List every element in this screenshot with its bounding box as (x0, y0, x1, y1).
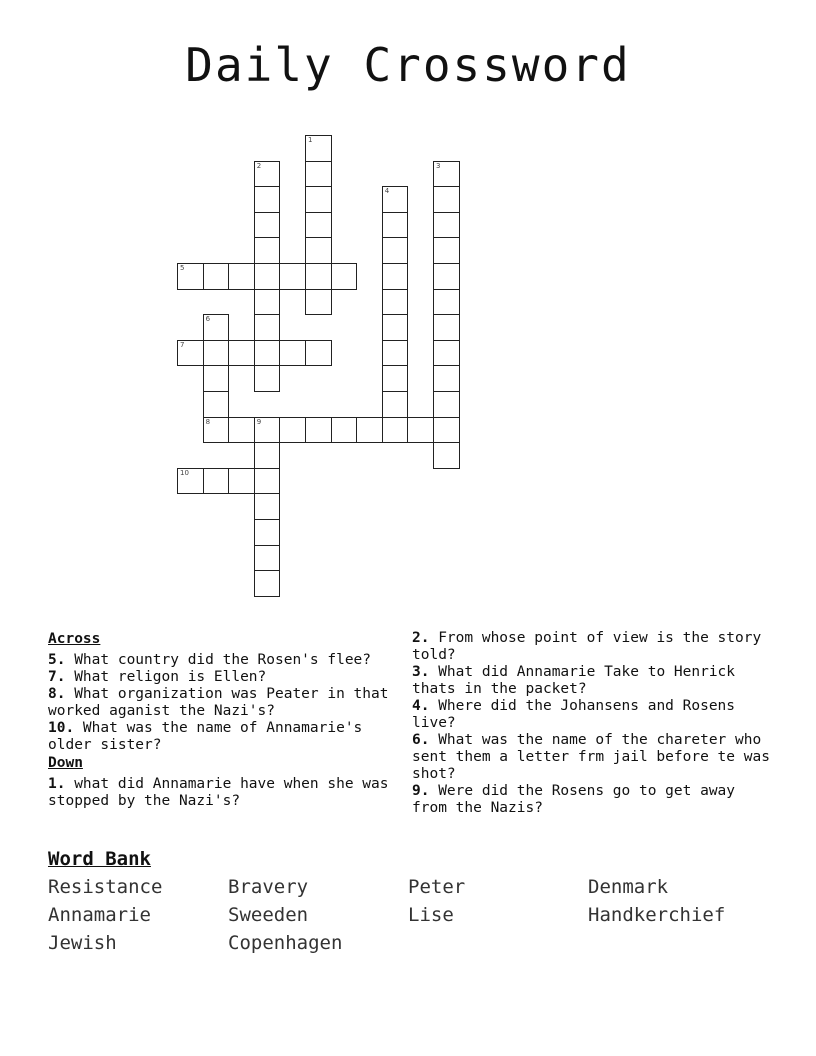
crossword-cell[interactable] (433, 237, 460, 264)
cell-number: 9 (256, 417, 262, 426)
clue-item (412, 732, 772, 783)
crossword-cell[interactable] (433, 442, 460, 469)
across-clue-list (48, 652, 398, 754)
crossword-cell[interactable] (254, 340, 281, 367)
crossword-cell[interactable] (407, 417, 434, 444)
crossword-cell[interactable] (382, 340, 409, 367)
crossword-cell[interactable] (433, 340, 460, 367)
word-bank-item: Lise (408, 904, 454, 926)
cell-number: 8 (205, 417, 211, 426)
crossword-cell[interactable] (279, 340, 306, 367)
crossword-cell[interactable] (254, 519, 281, 546)
crossword-cell[interactable] (305, 135, 332, 162)
cell-number: 10 (180, 468, 189, 477)
word-bank-item: Denmark (588, 876, 669, 898)
crossword-cell[interactable] (254, 365, 281, 392)
word-bank-item: Bravery (228, 876, 309, 898)
crossword-cell[interactable] (433, 417, 460, 444)
crossword-cell[interactable] (203, 314, 230, 341)
word-bank-item: Copenhagen (228, 932, 343, 954)
crossword-cell[interactable] (331, 263, 358, 290)
clue-text: What organization was Peater in that worked aganist the Nazi's? (48, 686, 389, 719)
crossword-cell[interactable] (254, 493, 281, 520)
crossword-cell[interactable] (254, 186, 281, 213)
crossword-cell[interactable] (331, 417, 358, 444)
crossword-cell[interactable] (382, 186, 409, 213)
crossword-cell[interactable] (177, 340, 204, 367)
clue-number: 1. (48, 776, 75, 792)
word-bank-item: Sweeden (228, 904, 309, 926)
clue-text: What was the name of Annamarie's older sister? (48, 720, 363, 753)
clue-item (412, 783, 772, 817)
down-clue-list-continued (412, 630, 772, 817)
cell-number: 4 (384, 187, 390, 196)
crossword-cell[interactable] (433, 263, 460, 290)
crossword-cell[interactable] (254, 442, 281, 469)
crossword-cell[interactable] (254, 314, 281, 341)
crossword-cell[interactable] (433, 289, 460, 316)
crossword-cell[interactable] (382, 212, 409, 239)
crossword-cell[interactable] (177, 263, 204, 290)
crossword-cell[interactable] (228, 417, 255, 444)
across-heading: Across (48, 631, 101, 647)
clue-number: 7. (48, 669, 75, 685)
crossword-cell[interactable] (254, 161, 281, 188)
clue-number: 10. (48, 720, 83, 736)
crossword-cell[interactable] (279, 263, 306, 290)
clue-text: What country did the Rosen's flee? (74, 652, 372, 668)
crossword-cell[interactable] (254, 263, 281, 290)
clue-item (48, 776, 398, 810)
crossword-cell[interactable] (305, 340, 332, 367)
crossword-cell[interactable] (382, 237, 409, 264)
crossword-cell[interactable] (305, 212, 332, 239)
clue-text: Where did the Johansens and Rosens live? (412, 698, 736, 731)
crossword-cell[interactable] (356, 417, 383, 444)
crossword-cell[interactable] (382, 417, 409, 444)
crossword-cell[interactable] (228, 263, 255, 290)
crossword-cell[interactable] (228, 468, 255, 495)
crossword-cell[interactable] (203, 365, 230, 392)
crossword-cell[interactable] (279, 417, 306, 444)
crossword-cell[interactable] (305, 263, 332, 290)
clue-item (412, 630, 772, 664)
crossword-cell[interactable] (177, 468, 204, 495)
clue-item (48, 686, 398, 720)
crossword-cell[interactable] (433, 365, 460, 392)
crossword-cell[interactable] (433, 186, 460, 213)
clue-item (48, 652, 398, 669)
crossword-cell[interactable] (203, 391, 230, 418)
down-clue-list (48, 776, 398, 810)
cell-number: 5 (180, 264, 185, 272)
crossword-cell[interactable] (433, 391, 460, 418)
clue-text: What religon is Ellen? (74, 669, 267, 685)
crossword-cell[interactable] (254, 289, 281, 316)
clue-number: 4. (412, 698, 439, 714)
word-bank-title: Word Bank (48, 848, 151, 870)
cell-number: 1 (308, 136, 313, 144)
crossword-cell[interactable] (254, 468, 281, 495)
crossword-cell[interactable] (305, 186, 332, 213)
crossword-cell[interactable] (203, 340, 230, 367)
crossword-cell[interactable] (254, 417, 281, 444)
clue-item (48, 720, 398, 754)
clue-number: 3. (412, 664, 439, 680)
word-bank-item: Annamarie (48, 904, 151, 926)
clue-number: 6. (412, 732, 439, 748)
crossword-cell[interactable] (433, 212, 460, 239)
clue-text: From whose point of view is the story told? (412, 630, 762, 663)
crossword-cell[interactable] (382, 314, 409, 341)
crossword-cell[interactable] (305, 417, 332, 444)
crossword-cell[interactable] (433, 314, 460, 341)
clue-text: What did Annamarie Take to Henrick thats in the packet? (412, 664, 736, 697)
cell-number: 7 (180, 340, 185, 349)
crossword-cell[interactable] (203, 468, 230, 495)
crossword-cell[interactable] (382, 263, 409, 290)
crossword-cell[interactable] (433, 161, 460, 188)
clue-text: what did Annamarie have when she was stopped by the Nazi's? (48, 776, 389, 809)
word-bank-item: Handkerchief (588, 904, 726, 926)
crossword-cell[interactable] (254, 212, 281, 239)
cell-number: 6 (205, 315, 211, 324)
word-bank-item: Resistance (48, 876, 163, 898)
clue-number: 9. (412, 783, 439, 799)
clue-item (412, 664, 772, 698)
crossword-cell[interactable] (254, 237, 281, 264)
crossword-cell[interactable] (382, 365, 409, 392)
crossword-cell[interactable] (203, 263, 230, 290)
cell-number: 2 (256, 161, 262, 170)
crossword-cell[interactable] (382, 289, 409, 316)
page-title: Daily Crossword (185, 38, 631, 92)
word-bank-item: Jewish (48, 932, 117, 954)
clue-number: 2. (412, 630, 439, 646)
crossword-cell[interactable] (203, 417, 230, 444)
crossword-cell[interactable] (382, 391, 409, 418)
crossword-cell[interactable] (305, 289, 332, 316)
clues-left-column (48, 630, 398, 810)
clue-number: 5. (48, 652, 75, 668)
down-heading: Down (48, 755, 83, 771)
clue-item (412, 698, 772, 732)
clues-right-column (412, 630, 772, 817)
clue-number: 8. (48, 686, 75, 702)
clue-text: What was the name of the chareter who sent them a letter frm jail before te was shot? (412, 732, 770, 782)
crossword-cell[interactable] (228, 340, 255, 367)
clue-item (48, 669, 398, 686)
clue-text: Were did the Rosens go to get away from the Nazis? (412, 783, 736, 816)
word-bank-item: Peter (408, 876, 466, 898)
crossword-cell[interactable] (305, 237, 332, 264)
crossword-cell[interactable] (254, 545, 281, 572)
crossword-cell[interactable] (305, 161, 332, 188)
crossword-cell[interactable] (254, 570, 281, 597)
cell-number: 3 (436, 161, 441, 170)
